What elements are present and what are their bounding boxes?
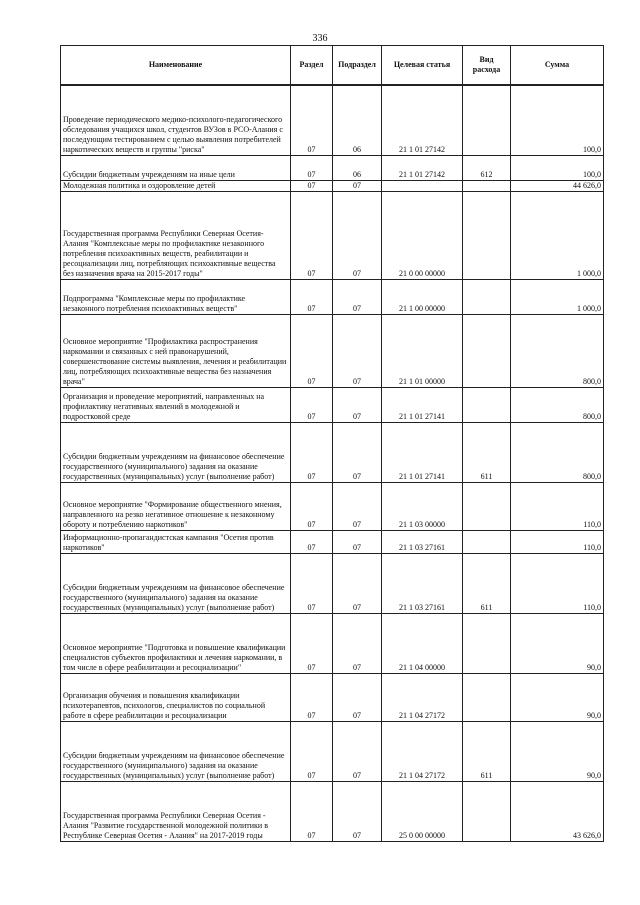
row-target: 21 1 01 00000	[382, 314, 463, 387]
row-name: Основное мероприятие "Формирование общественного мнения, направленного на резко негативное отношение к незаконному обороту и потреблению наркотиков"	[61, 482, 291, 530]
row-section: 07	[291, 155, 333, 180]
row-amount: 1 000,0	[511, 191, 604, 279]
row-type	[463, 673, 511, 721]
row-target: 21 1 03 27161	[382, 530, 463, 553]
table-row	[61, 530, 604, 553]
header-type: Вид расхода	[463, 46, 511, 86]
row-section: 07	[291, 721, 333, 781]
row-target: 21 1 03 27161	[382, 553, 463, 613]
row-section: 07	[291, 673, 333, 721]
row-amount: 100,0	[511, 85, 604, 155]
row-subsection: 07	[333, 279, 382, 314]
table-row	[61, 180, 604, 191]
row-name: Молодежная политика и оздоровление детей	[61, 180, 291, 191]
row-subsection: 07	[333, 482, 382, 530]
row-target	[382, 180, 463, 191]
row-name: Субсидии бюджетным учреждениям на иные цели	[61, 155, 291, 180]
row-type	[463, 191, 511, 279]
row-target: 21 1 01 27142	[382, 85, 463, 155]
row-subsection: 07	[333, 191, 382, 279]
table-row	[61, 422, 604, 482]
row-subsection: 07	[333, 530, 382, 553]
row-section: 07	[291, 85, 333, 155]
row-type	[463, 387, 511, 422]
row-amount: 110,0	[511, 553, 604, 613]
row-amount: 110,0	[511, 530, 604, 553]
table-row	[61, 387, 604, 422]
row-amount: 100,0	[511, 155, 604, 180]
row-section: 07	[291, 613, 333, 673]
row-name: Основное мероприятие "Подготовка и повышение квалификации специалистов субъектов профилактики и лечения наркомании, в том числе в сфере реабилитации и ресоциализации"	[61, 613, 291, 673]
row-name: Субсидии бюджетным учреждениям на финансовое обеспечение государственного (муниципального) задания на оказание государственных (муниципальных) услуг (выполнение работ)	[61, 553, 291, 613]
table-row	[61, 553, 604, 613]
row-amount: 90,0	[511, 673, 604, 721]
table-header-row	[61, 46, 604, 86]
row-name: Субсидии бюджетным учреждениям на финансовое обеспечение государственного (муниципального) задания на оказание государственных (муниципальных) услуг (выполнение работ)	[61, 422, 291, 482]
row-name: Проведение периодического медико-психолого-педагогического обследования учащихся школ, студентов ВУЗов в РСО-Алания с последующим тестированием с целью выявления потребителей наркотических веществ и группы "риска"	[61, 85, 291, 155]
row-target: 21 1 03 00000	[382, 482, 463, 530]
header-target: Целевая статья	[382, 46, 463, 86]
row-target: 21 0 00 00000	[382, 191, 463, 279]
row-subsection: 07	[333, 721, 382, 781]
row-name: Субсидии бюджетным учреждениям на финансовое обеспечение государственного (муниципального) задания на оказание государственных (муниципальных) услуг (выполнение работ)	[61, 721, 291, 781]
table-row	[61, 482, 604, 530]
table-row	[61, 314, 604, 387]
row-name: Государственная программа Республики Северная Осетия - Алания "Развитие государственной молодежной политики в Республике Северная Осетия - Алания" на 2017-2019 годы	[61, 781, 291, 841]
table-row	[61, 613, 604, 673]
page-number: 336	[312, 33, 328, 44]
row-subsection: 06	[333, 85, 382, 155]
row-name: Организация обучения и повышения квалификации психотерапевтов, психологов, специалистов по социальной работе в сфере реабилитации и ресоциализации	[61, 673, 291, 721]
row-target: 21 1 01 27142	[382, 155, 463, 180]
row-target: 21 1 04 27172	[382, 673, 463, 721]
row-section: 07	[291, 180, 333, 191]
header-section: Раздел	[291, 46, 333, 86]
row-target: 21 1 01 27141	[382, 422, 463, 482]
row-type: 612	[463, 155, 511, 180]
row-section: 07	[291, 530, 333, 553]
row-subsection: 07	[333, 673, 382, 721]
row-name: Подпрограмма "Комплексные меры по профилактике незаконного потребления психоактивных веществ"	[61, 279, 291, 314]
row-amount: 1 000,0	[511, 279, 604, 314]
row-name: Информационно-пропагандистская кампания "Осетия против наркотиков"	[61, 530, 291, 553]
table-row	[61, 673, 604, 721]
row-type	[463, 314, 511, 387]
row-type: 611	[463, 553, 511, 613]
row-section: 07	[291, 191, 333, 279]
row-section: 07	[291, 553, 333, 613]
row-amount: 110,0	[511, 482, 604, 530]
row-subsection: 06	[333, 155, 382, 180]
row-amount: 44 626,0	[511, 180, 604, 191]
row-subsection: 07	[333, 422, 382, 482]
row-name: Организация и проведение мероприятий, направленных на профилактику негативных явлений в молодежной и подростковой среде	[61, 387, 291, 422]
row-target: 25 0 00 00000	[382, 781, 463, 841]
row-section: 07	[291, 482, 333, 530]
table-row	[61, 191, 604, 279]
table-row	[61, 85, 604, 155]
row-target: 21 1 00 00000	[382, 279, 463, 314]
row-amount: 800,0	[511, 422, 604, 482]
row-subsection: 07	[333, 387, 382, 422]
row-section: 07	[291, 314, 333, 387]
row-subsection: 07	[333, 781, 382, 841]
row-type	[463, 482, 511, 530]
table-row	[61, 279, 604, 314]
row-amount: 800,0	[511, 387, 604, 422]
row-type	[463, 180, 511, 191]
row-type	[463, 85, 511, 155]
row-type	[463, 279, 511, 314]
row-subsection: 07	[333, 553, 382, 613]
table-row	[61, 781, 604, 841]
row-section: 07	[291, 279, 333, 314]
row-name: Основное мероприятие "Профилактика распространения наркомании и связанных с ней правонарушений, совершенствование системы выявления, лечения и реабилитации лиц, потребляющих психоактивные вещества без назначения врача"	[61, 314, 291, 387]
row-type	[463, 781, 511, 841]
row-amount: 43 626,0	[511, 781, 604, 841]
row-type	[463, 613, 511, 673]
budget-table	[60, 45, 604, 842]
row-subsection: 07	[333, 180, 382, 191]
row-subsection: 07	[333, 613, 382, 673]
row-target: 21 1 01 27141	[382, 387, 463, 422]
row-amount: 90,0	[511, 721, 604, 781]
header-subsection: Подраздел	[333, 46, 382, 86]
row-subsection: 07	[333, 314, 382, 387]
row-type	[463, 530, 511, 553]
header-name: Наименование	[61, 46, 291, 86]
table-row	[61, 155, 604, 180]
row-target: 21 1 04 00000	[382, 613, 463, 673]
row-section: 07	[291, 422, 333, 482]
row-amount: 90,0	[511, 613, 604, 673]
row-section: 07	[291, 387, 333, 422]
row-type: 611	[463, 721, 511, 781]
row-section: 07	[291, 781, 333, 841]
row-amount: 800,0	[511, 314, 604, 387]
header-amount: Сумма	[511, 46, 604, 86]
row-target: 21 1 04 27172	[382, 721, 463, 781]
row-type: 611	[463, 422, 511, 482]
table-row	[61, 721, 604, 781]
row-name: Государственная программа Республики Северная Осетия-Алания "Комплексные меры по профилактике незаконного потребления психоактивных веществ, реабилитации и ресоциализации лиц, потребляющих психоактивные вещества без назначения врача на 2015-2017 годы"	[61, 191, 291, 279]
